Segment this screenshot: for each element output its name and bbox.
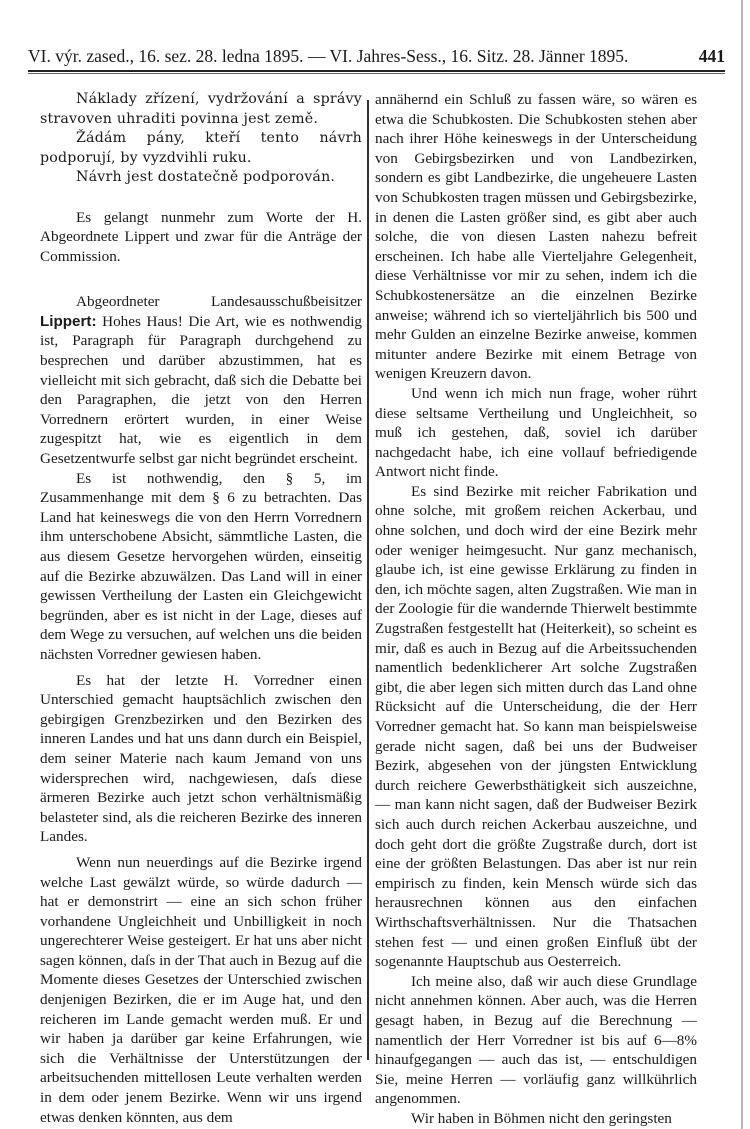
speaker-name: Lippert: [40, 312, 97, 330]
body-paragraph: Wenn nun neuerdings auf die Bezirke irgend welche Last gewälzt würde, so würde dadurch — hat er demonstrirt — eine an sich schon früher vorhandene Ungleichheit und Unbilligkeit in noch ungerechterer Weise gesteigert. Er hat uns aber nicht sagen können, daſs in der That auch in Bezug auf die Momente dieses Gesetzes der Unterschied zwischen denjenigen Bezirken, die er im Auge hat, und den reicheren im Lande gemacht werden muß. Er und wir haben ja darüber gar keine Erfahrungen, wie sich die Verhältnisse der Unterstützungen der arbeitsuchenden mittellosen Leute verhalten werden in dem oder jenem Bezirke. Wenn wir uns irgend etwas denken könnten, aus dem [40, 853, 362, 1126]
speech-paragraph [40, 292, 362, 468]
header-czech: VI. výr. zased., 16. sez. 28. ledna 1895. [28, 46, 304, 66]
header-rule-thin [28, 73, 725, 74]
column-divider [367, 100, 369, 1060]
body-paragraph: Es ist nothwendig, den § 5, im Zusammenhange mit dem § 6 zu betrachten. Das Land hat keineswegs die von den Herrn Vorrednern ihm unterschobene Absicht, sämmtliche Lasten, die aus diesem Gesetze hervorgehen würden, einseitig auf die Bezirke abzuwälzen. Das Land will in einer gewissen Vertheilung der Lasten ein Gleichgewicht begründen, aber es ist nicht in der Lage, dieses auf dem Wege zu versuchen, auf welchen uns die beiden nächsten Vorredner gewiesen haben. [40, 469, 362, 663]
body-paragraph: Ich meine also, daß wir auch diese Grundlage nicht annehmen können. Aber auch, was die Herren gesagt haben, in Bezug auf die Berechnung — namentlich der Herr Vorredner ist bis auf 6—8% hinaufgegangen — auch das ist, — entschuldigen Sie, meine Herren — vorläufig ganz willkührlich angenommen. [375, 972, 697, 1108]
body-paragraph: Und wenn ich mich nun frage, woher rührt diese seltsame Vertheilung und Ungleichheit, so muß ich gestehen, daß, soviel ich darüber nachgedacht habe, ich eine vollauf befriedigende Antwort nicht finde. [375, 384, 697, 481]
scan-page-edge [741, 0, 743, 1129]
header-german: VI. Jahres-Sess., 16. Sitz. 28. Jänner 1895. [329, 46, 629, 66]
left-column [40, 90, 362, 1127]
czech-paragraph: Návrh jest dostatečně podporován. [76, 169, 336, 185]
page-number: 441 [698, 46, 725, 66]
spacer [40, 266, 362, 286]
header-rule [28, 70, 725, 72]
spacer [40, 188, 362, 208]
czech-paragraph: Žádám pány, kteří tento návrh podporují, by vyzdvihli ruku. [40, 130, 362, 166]
body-paragraph: Es hat der letzte H. Vorredner einen Unterschied gemacht hauptsächlich zwischen den gebirgigen Grenzbezirken und den Bezirken des inneren Landes und hat uns dann durch ein Beispiel, dem seiner Materie nach kaum Jemand von uns widersprechen wird, nachgewiesen, daſs diese ärmeren Bezirke auch jetzt schon verhältnismäßig belasteter sind, als die reicheren Bezirke des inneren Landes. [40, 671, 362, 846]
running-header [28, 44, 725, 68]
speaker-title: Abgeordneter Landesausschußbeisitzer [76, 293, 362, 311]
header-session-info [28, 44, 628, 68]
announcement-paragraph: Es gelangt nunmehr zum Worte der H. Abgeordnete Lippert und zwar für die Anträge der Commission. [40, 208, 362, 265]
body-paragraph: Wir haben in Böhmen nicht den geringsten [411, 1109, 672, 1127]
body-paragraph-continued: annähernd ein Schluß zu fassen wäre, so wären es etwa die Schubkosten. Die Schubkosten stehen aber nach ihrer Höhe keineswegs in der Unterscheidung von Gebirgsbezirken und von Landbezirken, sondern es gibt Landbezirke, die ungeheuere Lasten von Schubkosten tragen müssen und Gebirgsbezirke, in denen die Lasten größer sind, es gibt aber auch solche, die von diesen Lasten nahezu befreit erscheinen. Ich habe alle Vierteljahre Gelegenheit, diese Verhältnisse vor mir zu sehen, indem ich die Schubkostenersätze an die einzelnen Bezirke anweise; während ich so vierteljährlich bis 500 und mehr Gulden an einzelne Bezirke anweise, kommen mitunter andere Bezirke mit einem Betrage von wenigen Kreuzern davon. [375, 91, 697, 383]
czech-paragraph: Náklady zřízení, vydržování a správy stravoven uhraditi povinna jest země. [40, 91, 362, 127]
header-separator: — [307, 46, 326, 66]
speech-text: Hohes Haus! Die Art, wie es nothwendig ist, Paragraph für Paragraph durchgehend zu besprechen und darüber abzustimmen, hat es vielleicht mit sich gebracht, daß sich die Debatte bei den Paragraphen, die jetzt von den Herren Vorrednern erörtert wurden, in einer Weise zugespitzt hat, wie es eigentlich in dem Gesetzentwurfe selbst gar nicht begründet erscheint. [40, 312, 363, 468]
body-paragraph: Es sind Bezirke mit reicher Fabrikation und ohne solche, mit großem reichen Ackerbau, und ohne solchen, und doch wird der eine Bezirk mehr oder weniger heimgesucht. Nur ganz mechanisch, glaube ich, ist eine gewisse Erklärung zu finden in den, ich möchte sagen, alten Zugstraßen. Wie man in der Zoologie für die wandernde Thierwelt bestimmte Zugstraßen festgestellt hat (Heiterkeit), so scheint es mir, daß es auch in Bezug auf die Arbeitssuchenden namentlich bedenklicherer Art solche Zugstraßen gibt, die aber legen sich mitten durch das Land ohne Rücksicht auf die Unterscheidung, die der Herr Vorredner gemacht hat. So kann man beispielsweise gerade nicht sagen, daß bei uns der Budweiser Bezirk, abgesehen von der jüngsten Entwicklung durch reichere Gewerbsthätigkeit sich auszeichne, — man kann nicht sagen, daß der Budweiser Bezirk sich auch durch reichen Ackerbau auszeichne, und doch geht dort die größte Zugstraße durch, dort ist eine der größten Belastungen. Das aber ist nur rein empirisch zu finden, kein Mensch würde sich das herausrechnen können aus den einfachen Wirthschaftsverhältnissen. Nur die Thatsachen stehen fest — und einen großen Einfluß übt der sogenannte Hauptschub aus Oesterreich. [375, 482, 697, 971]
right-column [375, 90, 697, 1128]
